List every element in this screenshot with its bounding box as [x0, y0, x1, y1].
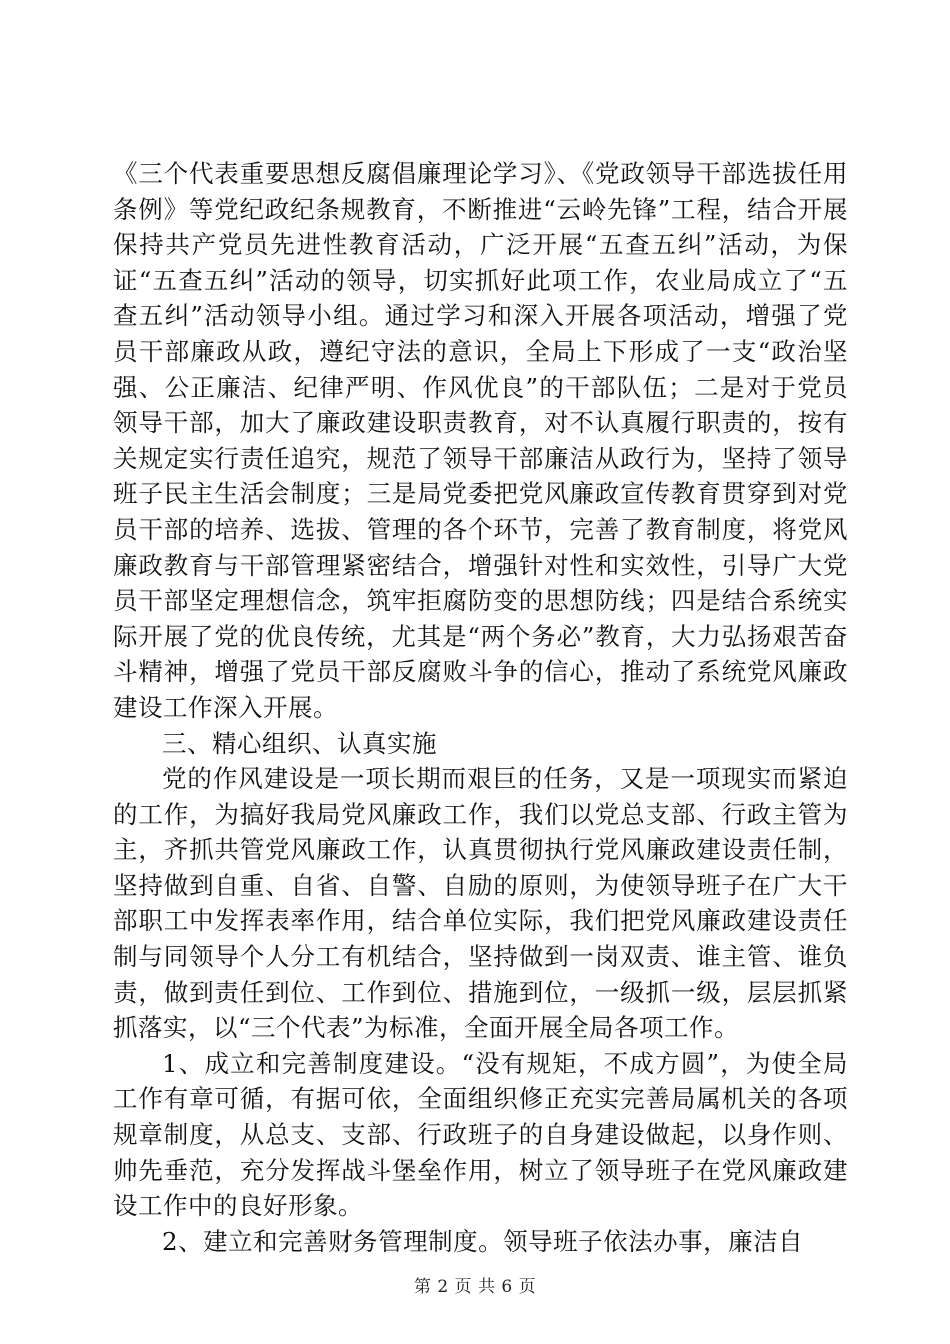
section-heading-organize-implement: 三、精心组织、认真实施	[162, 728, 437, 758]
paragraph-finance-management: 2、建立和完善财务管理制度。领导班子依法办事，廉洁自	[162, 1226, 804, 1256]
paragraph-work-style-building: 党的作风建设是一项长期而艰巨的任务，又是一项现实而紧迫的工作，为搞好我局党风廉政工作，我们以党总支部、行政主管为主，齐抓共管党风廉政工作，认真贯彻执行党风廉政建设责任制，坚持做到自重、自省、自警、自励的原则，为使领导班子在广大干部职工中发挥表率作用，结合单位实际，我们把党风廉政建设责任制与同领导个人分工有机结合，坚持做到一岗双责、谁主管、谁负责，做到责任到位、工作到位、措施到位，一级抓一级，层层抓紧抓落实，以“三个代表”为标准，全面开展全局各项工作。	[113, 764, 848, 1043]
document-body	[113, 156, 848, 1259]
paragraph-education-measures: 《三个代表重要思想反腐倡廉理论学习》、《党政领导干部选拔任用条例》等党纪政纪条规教育，不断推进“云岭先锋”工程，结合开展保持共产党员先进性教育活动，广泛开展“五查五纠”活动，为保证“五查五纠”活动的领导，切实抓好此项工作，农业局成立了“五查五纠”活动领导小组。通过学习和深入开展各项活动，增强了党员干部廉政从政，遵纪守法的意识，全局上下形成了一支“政治坚强、公正廉洁、纪律严明、作风优良”的干部队伍；二是对于党员领导干部，加大了廉政建设职责教育，对不认真履行职责的，按有关规定实行责任追究，规范了领导干部廉洁从政行为，坚持了领导班子民主生活会制度；三是局党委把党风廉政宣传教育贯穿到对党员干部的培养、选拔、管理的各个环节，完善了教育制度，将党风廉政教育与干部管理紧密结合，增强针对性和实效性，引导广大党员干部坚定理想信念，筑牢拒腐防变的思想防线；四是结合系统实际开展了党的优良传统，尤其是“两个务必”教育，大力弘扬艰苦奋斗精神，增强了党员干部反腐败斗争的信心，推动了系统党风廉政建设工作深入开展。	[113, 159, 848, 722]
paragraph-system-building: 1、成立和完善制度建设。“没有规矩，不成方圆”，为使全局工作有章可循，有据可依，全面组织修正充实完善局属机关的各项规章制度，从总支、支部、行政班子的自身建设做起，以身作则、帅先垂范，充分发挥战斗堡垒作用，树立了领导班子在党风廉政建设工作中的良好形象。	[113, 1048, 848, 1221]
page-number-footer: 第 2 页 共 6 页	[413, 1277, 537, 1297]
